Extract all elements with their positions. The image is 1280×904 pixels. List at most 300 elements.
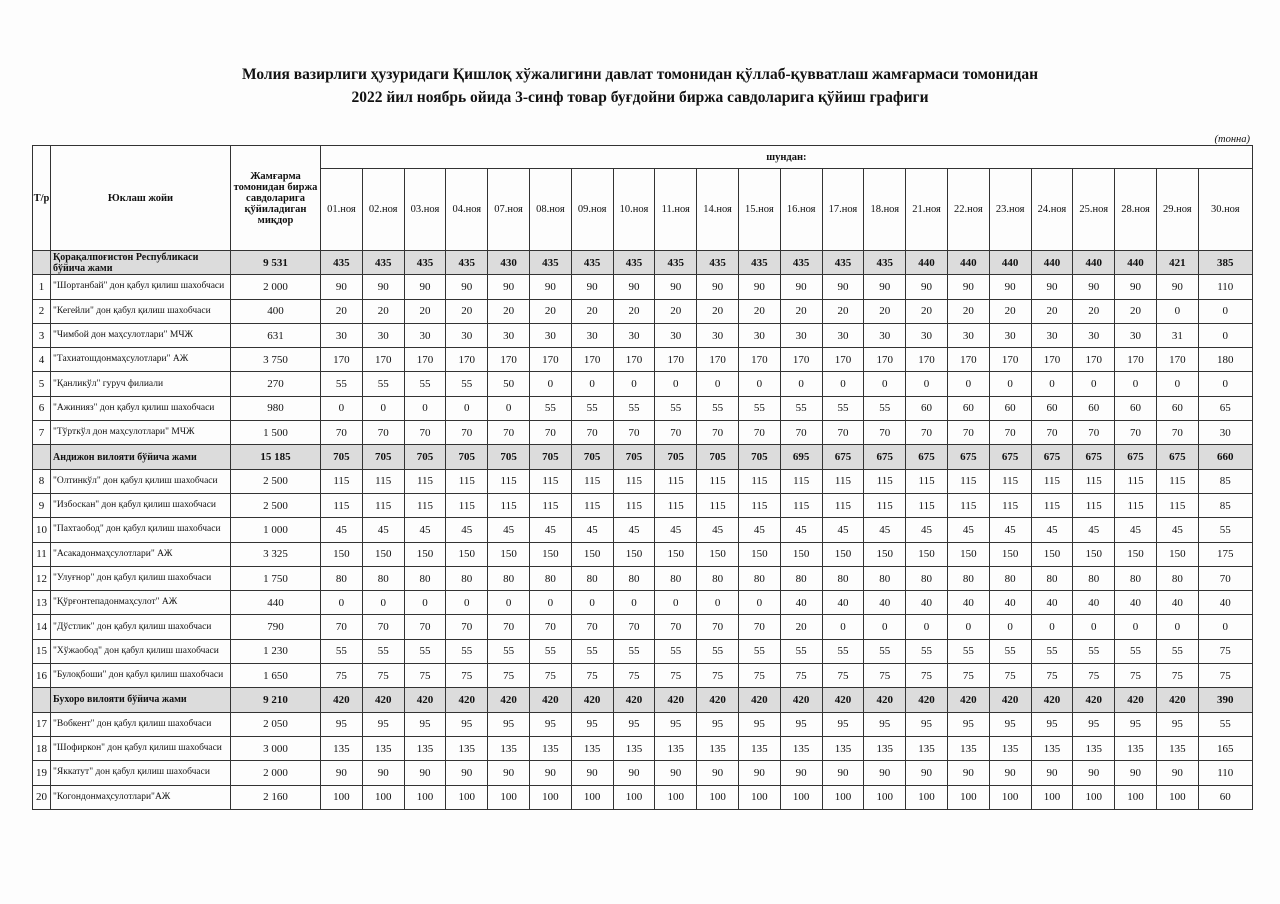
day-value: 45 (488, 518, 530, 542)
total-amount: 9 210 (231, 688, 321, 712)
day-value: 0 (446, 591, 488, 615)
day-value: 80 (321, 566, 363, 590)
day-value: 90 (1156, 761, 1198, 785)
header-day: 28.ноя (1115, 169, 1157, 251)
day-value: 420 (947, 688, 989, 712)
day-value: 115 (655, 493, 697, 517)
day-value: 30 (1073, 323, 1115, 347)
day-value: 150 (864, 542, 906, 566)
header-total-amount: Жамғарма томонидан биржа савдоларига қўйиладиган миқдор (231, 146, 321, 251)
day-value: 30 (613, 323, 655, 347)
group-total-row (33, 251, 1253, 275)
row-number: 14 (33, 615, 51, 639)
day-value: 55 (404, 372, 446, 396)
day-value: 30 (989, 323, 1031, 347)
day-value: 115 (822, 469, 864, 493)
day-value: 420 (488, 688, 530, 712)
day-value: 80 (864, 566, 906, 590)
row-number: 7 (33, 421, 51, 445)
header-day: 09.ноя (571, 169, 613, 251)
day-value: 135 (1073, 736, 1115, 760)
day-value: 115 (780, 469, 822, 493)
row-number: 6 (33, 396, 51, 420)
day-value: 150 (697, 542, 739, 566)
day-value: 55 (362, 372, 404, 396)
day-value: 100 (864, 785, 906, 809)
row-number: 15 (33, 639, 51, 663)
location-name: "Улуғнор" дон қабул қилиш шахобчаси (51, 566, 231, 590)
location-name: "Ажинияз" дон қабул қилиш шахобчаси (51, 396, 231, 420)
day-value: 95 (321, 712, 363, 736)
day-value: 30 (1198, 421, 1252, 445)
day-value: 150 (738, 542, 780, 566)
day-value: 420 (906, 688, 948, 712)
day-value: 95 (697, 712, 739, 736)
day-value: 75 (1156, 664, 1198, 688)
location-name: "Олтинкўл" дон қабул қилиш шахобчаси (51, 469, 231, 493)
day-value: 40 (1073, 591, 1115, 615)
day-value: 55 (362, 639, 404, 663)
day-value: 705 (362, 445, 404, 469)
day-value: 135 (655, 736, 697, 760)
day-value: 435 (362, 251, 404, 275)
day-value: 90 (822, 275, 864, 299)
day-value: 75 (446, 664, 488, 688)
day-value: 170 (1156, 348, 1198, 372)
day-value: 45 (1073, 518, 1115, 542)
day-value: 100 (571, 785, 613, 809)
day-value: 0 (488, 591, 530, 615)
day-value: 115 (738, 469, 780, 493)
total-amount: 1 750 (231, 566, 321, 590)
location-name: "Тахиатошдонмаҳсулотлари" АЖ (51, 348, 231, 372)
day-value: 100 (488, 785, 530, 809)
day-value: 0 (697, 591, 739, 615)
day-value: 115 (864, 493, 906, 517)
day-value: 70 (1198, 566, 1252, 590)
day-value: 80 (906, 566, 948, 590)
day-value: 135 (864, 736, 906, 760)
day-value: 435 (738, 251, 780, 275)
day-value: 115 (697, 493, 739, 517)
day-value: 115 (488, 469, 530, 493)
day-value: 420 (738, 688, 780, 712)
location-name: "Асакадонмаҳсулотлари" АЖ (51, 542, 231, 566)
day-value: 80 (989, 566, 1031, 590)
day-value: 0 (404, 396, 446, 420)
day-value: 80 (822, 566, 864, 590)
day-value: 115 (488, 493, 530, 517)
day-value: 100 (947, 785, 989, 809)
day-value: 30 (655, 323, 697, 347)
day-value: 55 (655, 396, 697, 420)
day-value: 60 (1115, 396, 1157, 420)
day-value: 80 (613, 566, 655, 590)
day-value: 135 (529, 736, 571, 760)
total-amount: 270 (231, 372, 321, 396)
header-day: 30.ноя (1198, 169, 1252, 251)
day-value: 435 (529, 251, 571, 275)
day-value: 115 (697, 469, 739, 493)
day-value: 135 (1031, 736, 1073, 760)
day-value: 80 (571, 566, 613, 590)
day-value: 150 (947, 542, 989, 566)
total-amount: 1 500 (231, 421, 321, 445)
day-value: 420 (1115, 688, 1157, 712)
day-value: 90 (864, 761, 906, 785)
day-value: 0 (1115, 615, 1157, 639)
day-value: 70 (780, 421, 822, 445)
row-number-cell (33, 251, 51, 275)
day-value: 115 (321, 469, 363, 493)
day-value: 40 (906, 591, 948, 615)
day-value: 135 (697, 736, 739, 760)
day-value: 95 (1156, 712, 1198, 736)
day-value: 45 (529, 518, 571, 542)
day-value: 75 (571, 664, 613, 688)
day-value: 0 (989, 615, 1031, 639)
day-value: 70 (404, 615, 446, 639)
day-value: 80 (738, 566, 780, 590)
group-name: Бухоро вилояти бўйича жами (51, 688, 231, 712)
day-value: 435 (697, 251, 739, 275)
day-value: 70 (655, 615, 697, 639)
location-name: "Когондонмаҳсулотлари"АЖ (51, 785, 231, 809)
total-amount: 2 500 (231, 469, 321, 493)
day-value: 420 (697, 688, 739, 712)
day-value: 95 (780, 712, 822, 736)
day-value: 20 (529, 299, 571, 323)
day-value: 70 (321, 421, 363, 445)
day-value: 90 (989, 761, 1031, 785)
day-value: 135 (906, 736, 948, 760)
day-value: 115 (822, 493, 864, 517)
day-value: 150 (1073, 542, 1115, 566)
day-value: 0 (947, 372, 989, 396)
row-number: 12 (33, 566, 51, 590)
day-value: 150 (989, 542, 1031, 566)
day-value: 55 (321, 639, 363, 663)
day-value: 95 (906, 712, 948, 736)
day-value: 420 (864, 688, 906, 712)
day-value: 100 (613, 785, 655, 809)
day-value: 80 (404, 566, 446, 590)
day-value: 115 (1031, 493, 1073, 517)
group-name: Андижон вилояти бўйича жами (51, 445, 231, 469)
total-amount: 400 (231, 299, 321, 323)
day-value: 55 (321, 372, 363, 396)
day-value: 420 (613, 688, 655, 712)
day-value: 420 (1073, 688, 1115, 712)
day-value: 80 (1115, 566, 1157, 590)
day-value: 40 (864, 591, 906, 615)
day-value: 70 (488, 615, 530, 639)
day-value: 55 (1073, 639, 1115, 663)
day-value: 90 (613, 275, 655, 299)
group-total-row (33, 445, 1253, 469)
day-value: 45 (655, 518, 697, 542)
day-value: 100 (404, 785, 446, 809)
day-value: 40 (780, 591, 822, 615)
header-day: 29.ноя (1156, 169, 1198, 251)
day-value: 80 (1156, 566, 1198, 590)
day-value: 45 (864, 518, 906, 542)
day-value: 80 (529, 566, 571, 590)
day-value: 70 (738, 615, 780, 639)
table-row (33, 396, 1253, 420)
day-value: 30 (822, 323, 864, 347)
day-value: 135 (613, 736, 655, 760)
day-value: 30 (488, 323, 530, 347)
day-value: 170 (571, 348, 613, 372)
day-value: 100 (906, 785, 948, 809)
day-value: 705 (446, 445, 488, 469)
day-value: 70 (1115, 421, 1157, 445)
day-value: 90 (822, 761, 864, 785)
day-value: 0 (1198, 323, 1252, 347)
day-value: 55 (947, 639, 989, 663)
location-name: "Шортанбай" дон қабул қилиш шахобчаси (51, 275, 231, 299)
total-amount: 1 650 (231, 664, 321, 688)
day-value: 75 (947, 664, 989, 688)
day-value: 95 (738, 712, 780, 736)
day-value: 75 (613, 664, 655, 688)
day-value: 55 (1115, 639, 1157, 663)
day-value: 165 (1198, 736, 1252, 760)
total-amount: 2 000 (231, 761, 321, 785)
day-value: 115 (947, 493, 989, 517)
day-value: 115 (1156, 493, 1198, 517)
day-value: 170 (1115, 348, 1157, 372)
day-value: 135 (321, 736, 363, 760)
day-value: 0 (446, 396, 488, 420)
row-number-cell (33, 445, 51, 469)
header-day: 15.ноя (738, 169, 780, 251)
day-value: 150 (613, 542, 655, 566)
table-row (33, 299, 1253, 323)
day-value: 80 (488, 566, 530, 590)
day-value: 115 (1156, 469, 1198, 493)
table-row (33, 639, 1253, 663)
day-value: 100 (446, 785, 488, 809)
day-value: 90 (446, 761, 488, 785)
day-value: 420 (780, 688, 822, 712)
day-value: 0 (1198, 615, 1252, 639)
location-name: "Дўстлик" дон қабул қилиш шахобчаси (51, 615, 231, 639)
day-value: 90 (321, 761, 363, 785)
day-value: 705 (613, 445, 655, 469)
day-value: 70 (697, 615, 739, 639)
total-amount: 1 000 (231, 518, 321, 542)
day-value: 20 (362, 299, 404, 323)
day-value: 40 (1031, 591, 1073, 615)
day-value: 90 (529, 761, 571, 785)
day-value: 705 (655, 445, 697, 469)
day-value: 40 (1198, 591, 1252, 615)
day-value: 70 (446, 421, 488, 445)
total-amount: 631 (231, 323, 321, 347)
day-value: 170 (613, 348, 655, 372)
day-value: 110 (1198, 761, 1252, 785)
day-value: 170 (822, 348, 864, 372)
day-value: 0 (613, 591, 655, 615)
day-value: 55 (989, 639, 1031, 663)
day-value: 115 (989, 493, 1031, 517)
header-day: 02.ноя (362, 169, 404, 251)
day-value: 70 (1073, 421, 1115, 445)
day-value: 115 (571, 469, 613, 493)
day-value: 20 (1031, 299, 1073, 323)
location-name: "Яккатут" дон қабул қилиш шахобчаси (51, 761, 231, 785)
day-value: 115 (780, 493, 822, 517)
table-row (33, 348, 1253, 372)
table-row (33, 615, 1253, 639)
day-value: 55 (404, 639, 446, 663)
day-value: 45 (362, 518, 404, 542)
header-day: 08.ноя (529, 169, 571, 251)
day-value: 40 (822, 591, 864, 615)
day-value: 70 (571, 615, 613, 639)
day-value: 705 (571, 445, 613, 469)
day-value: 95 (822, 712, 864, 736)
location-name: "Булоқбоши" дон қабул қилиш шахобчаси (51, 664, 231, 688)
day-value: 45 (780, 518, 822, 542)
day-value: 30 (947, 323, 989, 347)
day-value: 90 (989, 275, 1031, 299)
day-value: 95 (362, 712, 404, 736)
day-value: 80 (362, 566, 404, 590)
header-day: 23.ноя (989, 169, 1031, 251)
day-value: 60 (947, 396, 989, 420)
day-value: 30 (697, 323, 739, 347)
day-value: 75 (321, 664, 363, 688)
day-value: 55 (697, 639, 739, 663)
header-day: 07.ноя (488, 169, 530, 251)
header-day: 01.ноя (321, 169, 363, 251)
day-value: 170 (906, 348, 948, 372)
total-amount: 15 185 (231, 445, 321, 469)
day-value: 135 (1115, 736, 1157, 760)
day-value: 0 (697, 372, 739, 396)
day-value: 150 (529, 542, 571, 566)
day-value: 705 (321, 445, 363, 469)
day-value: 135 (404, 736, 446, 760)
day-value: 30 (529, 323, 571, 347)
day-value: 135 (571, 736, 613, 760)
header-day: 11.ноя (655, 169, 697, 251)
day-value: 30 (446, 323, 488, 347)
day-value: 20 (404, 299, 446, 323)
day-value: 70 (1156, 421, 1198, 445)
day-value: 705 (697, 445, 739, 469)
day-value: 0 (1031, 372, 1073, 396)
day-value: 0 (1031, 615, 1073, 639)
day-value: 90 (655, 275, 697, 299)
day-value: 0 (1156, 372, 1198, 396)
header-location: Юклаш жойи (51, 146, 231, 251)
day-value: 435 (780, 251, 822, 275)
location-name: "Хўжаобод" дон қабул қилиш шахобчаси (51, 639, 231, 663)
day-value: 70 (822, 421, 864, 445)
day-value: 0 (738, 372, 780, 396)
day-value: 115 (571, 493, 613, 517)
day-value: 45 (822, 518, 864, 542)
day-value: 0 (655, 591, 697, 615)
day-value: 40 (1115, 591, 1157, 615)
day-value: 95 (655, 712, 697, 736)
day-value: 440 (906, 251, 948, 275)
day-value: 90 (738, 761, 780, 785)
day-value: 70 (864, 421, 906, 445)
day-value: 115 (613, 493, 655, 517)
day-value: 115 (529, 469, 571, 493)
day-value: 90 (571, 761, 613, 785)
day-value: 420 (446, 688, 488, 712)
day-value: 170 (989, 348, 1031, 372)
day-value: 170 (780, 348, 822, 372)
day-value: 20 (613, 299, 655, 323)
day-value: 95 (947, 712, 989, 736)
day-value: 170 (1031, 348, 1073, 372)
day-value: 75 (1073, 664, 1115, 688)
day-value: 100 (1073, 785, 1115, 809)
day-value: 55 (697, 396, 739, 420)
day-value: 90 (488, 275, 530, 299)
row-number: 2 (33, 299, 51, 323)
day-value: 20 (906, 299, 948, 323)
day-value: 115 (362, 493, 404, 517)
day-value: 75 (488, 664, 530, 688)
day-value: 675 (1156, 445, 1198, 469)
row-number: 18 (33, 736, 51, 760)
total-amount: 2 050 (231, 712, 321, 736)
day-value: 100 (655, 785, 697, 809)
day-value: 150 (1115, 542, 1157, 566)
day-value: 0 (404, 591, 446, 615)
row-number: 19 (33, 761, 51, 785)
day-value: 90 (571, 275, 613, 299)
day-value: 90 (1115, 761, 1157, 785)
header-of-which: шундан: (321, 146, 1253, 169)
day-value: 135 (362, 736, 404, 760)
day-value: 30 (321, 323, 363, 347)
day-value: 705 (738, 445, 780, 469)
day-value: 90 (780, 275, 822, 299)
day-value: 20 (947, 299, 989, 323)
total-amount: 3 750 (231, 348, 321, 372)
day-value: 30 (1115, 323, 1157, 347)
day-value: 115 (1115, 493, 1157, 517)
table-row (33, 493, 1253, 517)
day-value: 115 (864, 469, 906, 493)
table-row (33, 275, 1253, 299)
day-value: 420 (989, 688, 1031, 712)
day-value: 135 (947, 736, 989, 760)
total-amount: 440 (231, 591, 321, 615)
day-value: 170 (947, 348, 989, 372)
day-value: 45 (1115, 518, 1157, 542)
day-value: 70 (1031, 421, 1073, 445)
day-value: 100 (822, 785, 864, 809)
day-value: 675 (989, 445, 1031, 469)
day-value: 95 (529, 712, 571, 736)
day-value: 0 (822, 615, 864, 639)
day-value: 0 (780, 372, 822, 396)
day-value: 75 (780, 664, 822, 688)
day-value: 75 (655, 664, 697, 688)
day-value: 55 (864, 639, 906, 663)
day-value: 20 (446, 299, 488, 323)
